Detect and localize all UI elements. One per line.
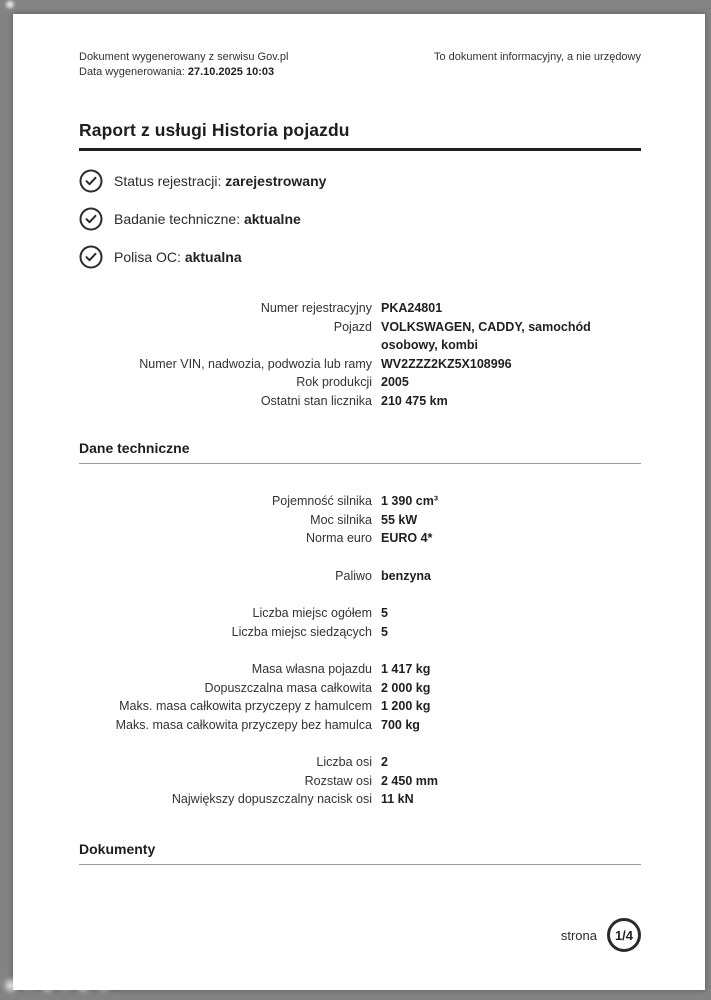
kv-value: 700 kg [381, 717, 420, 732]
kv-value: VOLKSWAGEN, CADDY, samochód osobowy, kombi [381, 319, 591, 352]
watermark-fragment [6, 1, 14, 8]
kv-value: 2005 [381, 375, 409, 389]
kv-label: Moc silnika [310, 512, 372, 527]
kv-label: Maks. masa całkowita przyczepy bez hamulca [115, 717, 372, 732]
generated-date-label: Data wygenerowania: [79, 66, 188, 78]
status-value: aktualna [184, 249, 242, 265]
kv-value: EURO 4* [381, 531, 433, 545]
kv-row [79, 716, 641, 735]
page-number-label: strona [560, 927, 597, 943]
status-item-1 [79, 207, 641, 231]
status-text [114, 173, 326, 189]
kv-value: 210 475 km [381, 393, 448, 408]
generation-info [79, 50, 289, 80]
kv-label: Rok produkcji [296, 375, 372, 389]
status-value: zarejestrowany [225, 173, 327, 189]
kv-label: Masa własna pojazdu [251, 662, 372, 676]
kv-label: Paliwo [335, 568, 372, 583]
check-circle-icon [79, 207, 103, 231]
kv-label: Numer VIN, nadwozia, podwozia lub ramy [139, 356, 372, 371]
disclaimer-text: To dokument informacyjny, a nie urzędowy [433, 51, 641, 63]
technical-group-2 [79, 604, 641, 641]
status-item-0 [79, 169, 641, 193]
document-header [79, 50, 641, 80]
generated-date-line [79, 65, 289, 80]
status-list [79, 169, 641, 269]
technical-group-1 [79, 567, 641, 586]
kv-label: Pojazd [333, 319, 372, 334]
kv-row [79, 623, 641, 642]
kv-value: 1 390 cm³ [381, 494, 438, 508]
kv-value: 1 417 kg [381, 662, 431, 676]
kv-value: 1 200 kg [381, 699, 431, 713]
kv-row [79, 392, 641, 411]
page-number-badge: 1/4 [607, 918, 641, 952]
kv-row [79, 604, 641, 623]
kv-value: 2 000 kg [381, 680, 431, 695]
kv-row [79, 679, 641, 698]
technical-group-4 [79, 753, 641, 809]
status-label: Status rejestracji: [114, 173, 226, 189]
kv-row [79, 529, 641, 548]
kv-row [79, 772, 641, 791]
kv-row [79, 660, 641, 679]
watermark [2, 975, 115, 994]
page-title: Raport z usługi Historia pojazdu [79, 120, 641, 151]
kv-row [79, 511, 641, 530]
kv-value: 2 450 mm [381, 773, 438, 788]
status-label: Badanie techniczne: [114, 211, 244, 227]
status-text [114, 249, 242, 265]
technical-group-3 [79, 660, 641, 734]
kv-value: PKA24801 [381, 301, 443, 315]
kv-label: Maks. masa całkowita przyczepy z hamulcem [119, 699, 372, 713]
technical-groups [79, 492, 641, 809]
kv-value: 5 [381, 606, 388, 620]
kv-label: Liczba osi [316, 755, 372, 769]
kv-label: Numer rejestracyjny [260, 301, 372, 315]
generated-from-text: Dokument wygenerowany z serwisu Gov.pl [79, 51, 289, 63]
generated-date-value: 27.10.2025 10:03 [187, 66, 275, 78]
report-page [13, 14, 705, 990]
kv-row [79, 355, 641, 374]
kv-label: Dopuszczalna masa całkowita [204, 680, 372, 695]
check-circle-icon [79, 245, 103, 269]
kv-value: 2 [381, 755, 388, 769]
kv-row [79, 318, 641, 355]
check-circle-icon [79, 169, 103, 193]
kv-label: Liczba miejsc siedzących [231, 624, 372, 639]
page-footer [561, 918, 641, 952]
status-text [114, 211, 301, 227]
section-heading-dokumenty: Dokumenty [79, 841, 641, 865]
kv-row [79, 373, 641, 392]
status-item-2 [79, 245, 641, 269]
kv-label: Największy dopuszczalny nacisk osi [171, 792, 372, 806]
status-label: Polisa OC: [114, 249, 185, 265]
kv-value: 11 kN [381, 792, 414, 806]
kv-row [79, 790, 641, 809]
kv-label: Liczba miejsc ogółem [252, 606, 372, 620]
kv-value: benzyna [381, 568, 432, 583]
kv-label: Rozstaw osi [304, 773, 372, 788]
technical-group-0 [79, 492, 641, 548]
kv-value: WV2ZZZ2KZ5X108996 [381, 356, 512, 371]
status-value: aktualne [243, 211, 301, 227]
kv-row [79, 299, 641, 318]
kv-row [79, 492, 641, 511]
kv-label: Ostatni stan licznika [260, 393, 372, 408]
vehicle-info-group [79, 299, 641, 410]
kv-row [79, 697, 641, 716]
kv-value: 5 [381, 624, 388, 639]
kv-label: Pojemność silnika [271, 494, 372, 508]
kv-value: 55 kW [381, 512, 418, 527]
kv-row [79, 567, 641, 586]
kv-label: Norma euro [306, 531, 372, 545]
section-heading-dane-techniczne: Dane techniczne [79, 440, 641, 464]
kv-row [79, 753, 641, 772]
